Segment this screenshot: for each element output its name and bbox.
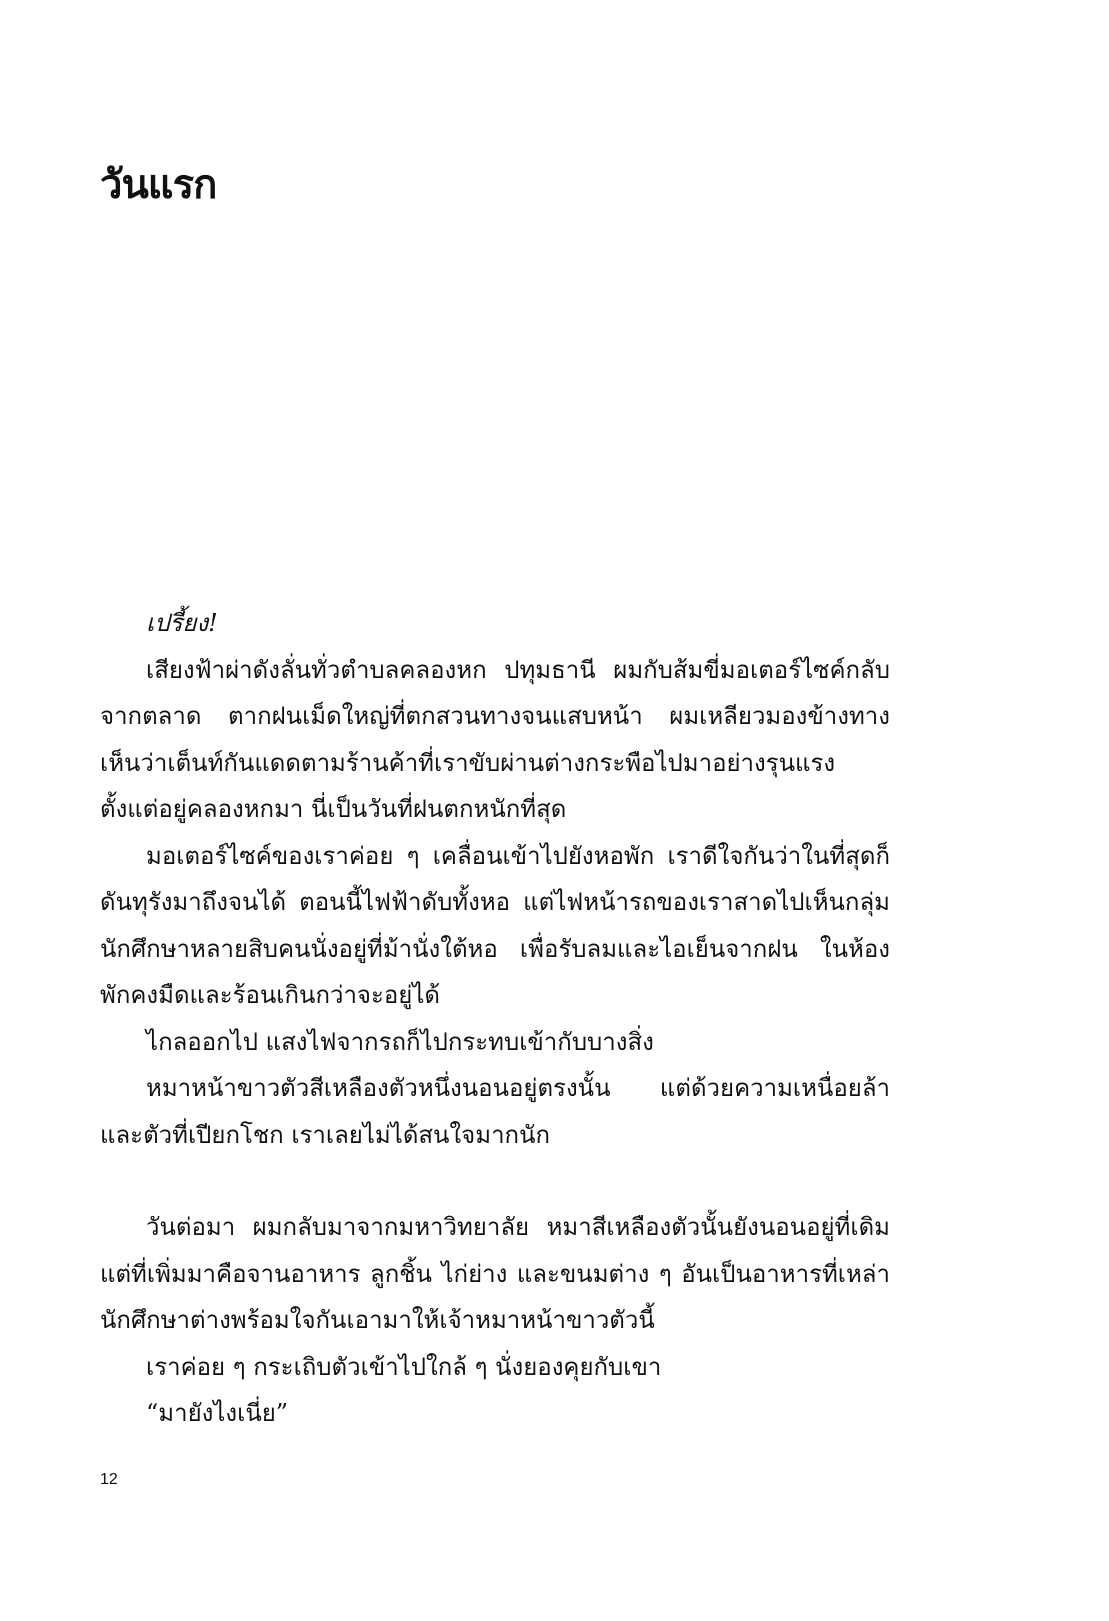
- paragraph: หมาหน้าขาวตัวสีเหลืองตัวหนึ่งนอนอยู่ตรงนั้น แต่ด้วยความเหนื่อยล้าและตัวที่เปียกโชก เราเลยไม่ได้สนใจมากนัก: [100, 1074, 890, 1149]
- chapter-body: [100, 600, 890, 1437]
- section-break: [100, 1158, 890, 1204]
- paragraph: เราค่อย ๆ กระเถิบตัวเข้าไปใกล้ ๆ นั่งยองคุยกับเขา: [146, 1352, 662, 1381]
- dialogue-line: “มายังไงเนี่ย”: [146, 1399, 289, 1427]
- paragraph: มอเตอร์ไซค์ของเราค่อย ๆ เคลื่อนเข้าไปยังหอพัก เราดีใจกันว่าในที่สุดก็ดันทุรังมาถึงจนได้ ตอนนี้ไฟฟ้าดับทั้งหอ แต่ไฟหน้ารถของเราสาดไปเห็นกลุ่มนักศึกษาหลายสิบคนนั่งอยู่ที่ม้านั่งใต้หอ เพื่อรับลมและไอเย็นจากฝน ในห้องพักคงมืดและร้อนเกินกว่าจะอยู่ได้: [100, 841, 890, 1009]
- paragraph-exclamation: เปรี้ยง!: [146, 609, 218, 637]
- page-number: 12: [100, 1471, 118, 1488]
- chapter-title: วันแรก: [100, 162, 217, 208]
- paragraph: เสียงฟ้าผ่าดังลั่นทั่วตำบลคลองหก ปทุมธานี ผมกับส้มขี่มอเตอร์ไซค์กลับจากตลาด ตากฝนเม็ดใหญ่ที่ตกสวนทางจนแสบหน้า ผมเหลียวมองข้างทางเห็นว่าเต็นท์กันแดดตามร้านค้าที่เราขับผ่านต่างกระพือไปมาอย่างรุนแรง ตั้งแต่อยู่คลองหกมา นี่เป็นวันที่ฝนตกหนักที่สุด: [100, 655, 890, 823]
- paragraph: ไกลออกไป แสงไฟจากรถก็ไปกระทบเข้ากับบางสิ่ง: [146, 1027, 654, 1056]
- paragraph: วันต่อมา ผมกลับมาจากมหาวิทยาลัย หมาสีเหลืองตัวนั้นยังนอนอยู่ที่เดิม แต่ที่เพิ่มมาคือจานอาหาร ลูกชิ้น ไก่ย่าง และขนมต่าง ๆ อันเป็นอาหารที่เหล่านักศึกษาต่างพร้อมใจกันเอามาให้เจ้าหมาหน้าขาวตัวนี้: [100, 1213, 890, 1334]
